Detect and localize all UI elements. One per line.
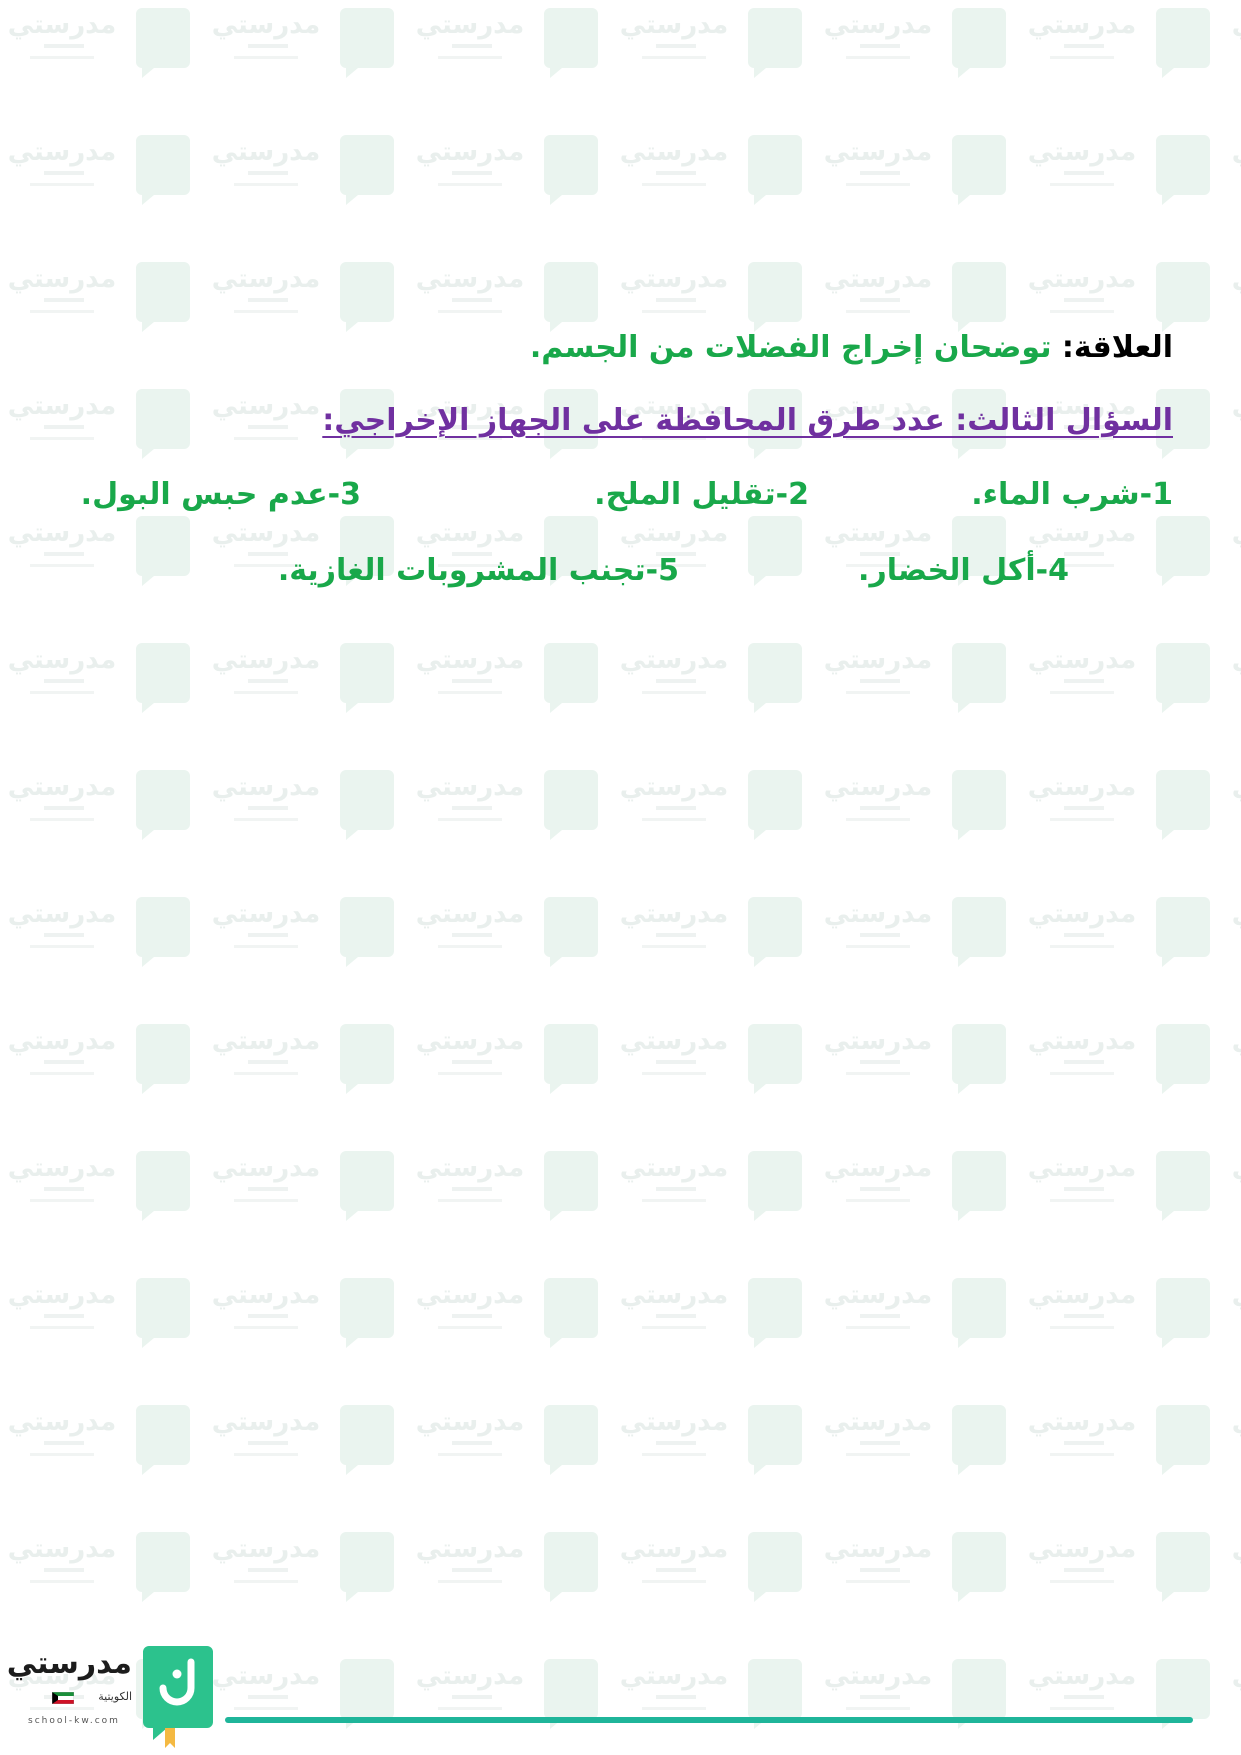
- relation-line: [530, 330, 1173, 365]
- answer-item-3: 3-عدم حبس البول.: [80, 477, 361, 512]
- book-logo-icon: [137, 1644, 215, 1749]
- relation-label: العلاقة:: [1061, 330, 1173, 365]
- relation-text: توضحان إخراج الفضلات من الجسم.: [529, 330, 1062, 365]
- answer-item-5: 5-تجنب المشروبات الغازية.: [277, 553, 679, 588]
- kuwait-flag-icon: [52, 1692, 74, 1704]
- footer-divider: [225, 1717, 1193, 1723]
- logo-name: مدرستي: [6, 1646, 132, 1681]
- answer-item-4: 4-أكل الخضار.: [858, 553, 1069, 588]
- footer-logo: [6, 1644, 222, 1749]
- logo-subtitle: الكويتية: [98, 1690, 132, 1703]
- answer-item-2: 2-تقليل الملح.: [594, 477, 809, 512]
- logo-url: school-kw.com: [28, 1716, 120, 1726]
- answer-item-1: 1-شرب الماء.: [971, 477, 1173, 512]
- question-3-title: السؤال الثالث: عدد طرق المحافظة على الجهاز الإخراجي:: [322, 403, 1173, 438]
